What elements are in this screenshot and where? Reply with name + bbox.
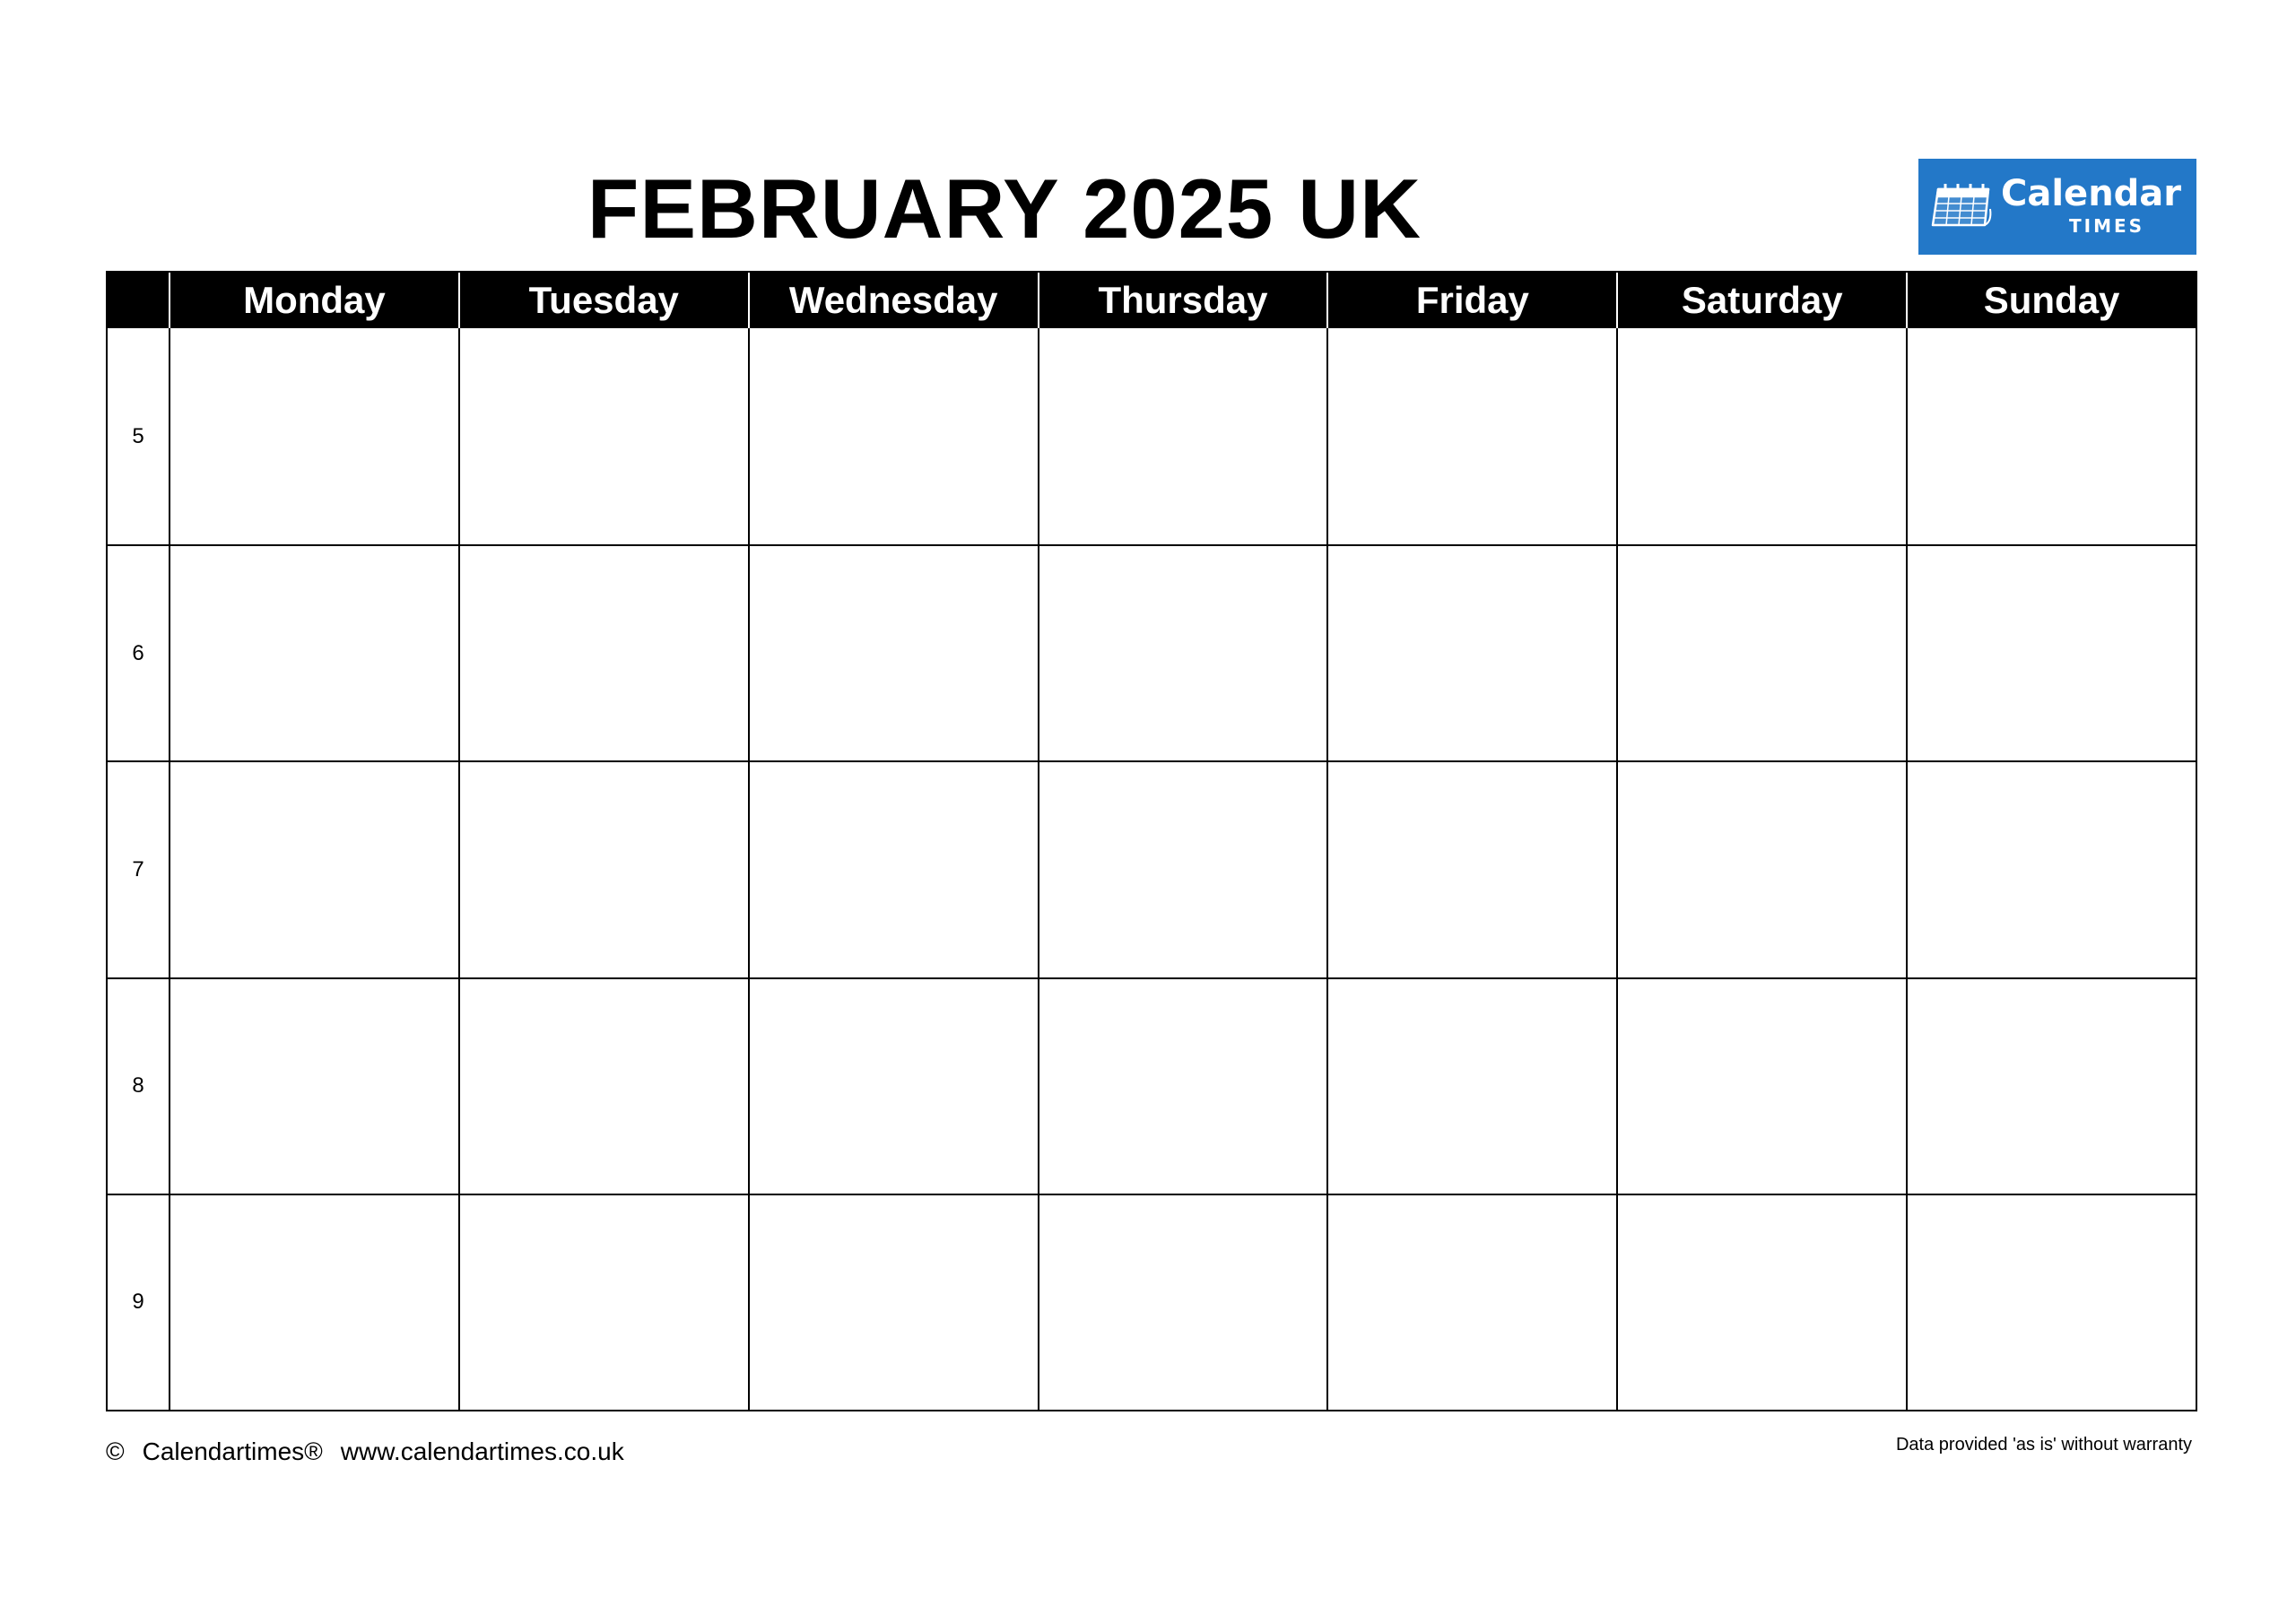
day-cell[interactable] [1616, 1194, 1906, 1410]
day-cell[interactable] [1326, 328, 1616, 544]
day-cell[interactable] [169, 1194, 458, 1410]
day-cell[interactable] [169, 977, 458, 1194]
weekday-header-sunday: Sunday [1906, 273, 2196, 328]
week-number: 8 [108, 977, 169, 1194]
day-cell[interactable] [1906, 328, 2196, 544]
day-cell[interactable] [1906, 760, 2196, 977]
day-cell[interactable] [169, 544, 458, 760]
day-cell[interactable] [458, 1194, 748, 1410]
day-cell[interactable] [1616, 760, 1906, 977]
logo-wordmark: Calendar [2001, 173, 2182, 214]
day-cell[interactable] [1616, 977, 1906, 1194]
day-cell[interactable] [1906, 977, 2196, 1194]
day-cell[interactable] [748, 760, 1038, 977]
logo-subtitle: TIMES [2069, 215, 2145, 237]
day-cell[interactable] [1326, 544, 1616, 760]
weekday-header-saturday: Saturday [1616, 273, 1906, 328]
week-number: 9 [108, 1194, 169, 1410]
day-cell[interactable] [169, 328, 458, 544]
day-cell[interactable] [1038, 760, 1327, 977]
weekday-header-wednesday: Wednesday [748, 273, 1038, 328]
day-cell[interactable] [1616, 328, 1906, 544]
calendar-times-logo[interactable] [1918, 159, 2196, 255]
day-cell[interactable] [1906, 544, 2196, 760]
day-cell[interactable] [458, 328, 748, 544]
weekday-header-friday: Friday [1326, 273, 1616, 328]
day-cell[interactable] [1038, 328, 1327, 544]
day-cell[interactable] [748, 1194, 1038, 1410]
page-title: FEBRUARY 2025 UK [587, 161, 1422, 256]
day-cell[interactable] [1326, 760, 1616, 977]
week-number-header [108, 273, 169, 328]
footer-brand: Calendartimes® [142, 1437, 323, 1465]
day-cell[interactable] [1616, 544, 1906, 760]
day-cell[interactable] [1906, 1194, 2196, 1410]
weekday-header-thursday: Thursday [1038, 273, 1327, 328]
footer-credits [106, 1437, 642, 1467]
day-cell[interactable] [1038, 544, 1327, 760]
weekday-header-tuesday: Tuesday [458, 273, 748, 328]
day-cell[interactable] [1038, 1194, 1327, 1410]
week-number: 5 [132, 423, 144, 448]
weekday-header-monday: Monday [169, 273, 458, 328]
day-cell[interactable] [748, 328, 1038, 544]
footer-disclaimer: Data provided 'as is' without warranty [1895, 1435, 2192, 1455]
calendar-grid [106, 271, 2197, 1411]
day-cell[interactable] [169, 760, 458, 977]
day-cell[interactable] [1326, 977, 1616, 1194]
calendar-icon [1929, 182, 1994, 232]
week-number: 6 [108, 544, 169, 760]
day-cell[interactable] [1038, 977, 1327, 1194]
day-cell[interactable] [748, 544, 1038, 760]
copyright-symbol: © [106, 1437, 125, 1465]
day-cell[interactable] [458, 977, 748, 1194]
day-cell[interactable] [458, 544, 748, 760]
footer-url-link[interactable]: www.calendartimes.co.uk [340, 1437, 624, 1465]
day-cell[interactable] [1326, 1194, 1616, 1410]
day-cell[interactable] [748, 977, 1038, 1194]
day-cell[interactable] [458, 760, 748, 977]
week-number: 7 [108, 760, 169, 977]
